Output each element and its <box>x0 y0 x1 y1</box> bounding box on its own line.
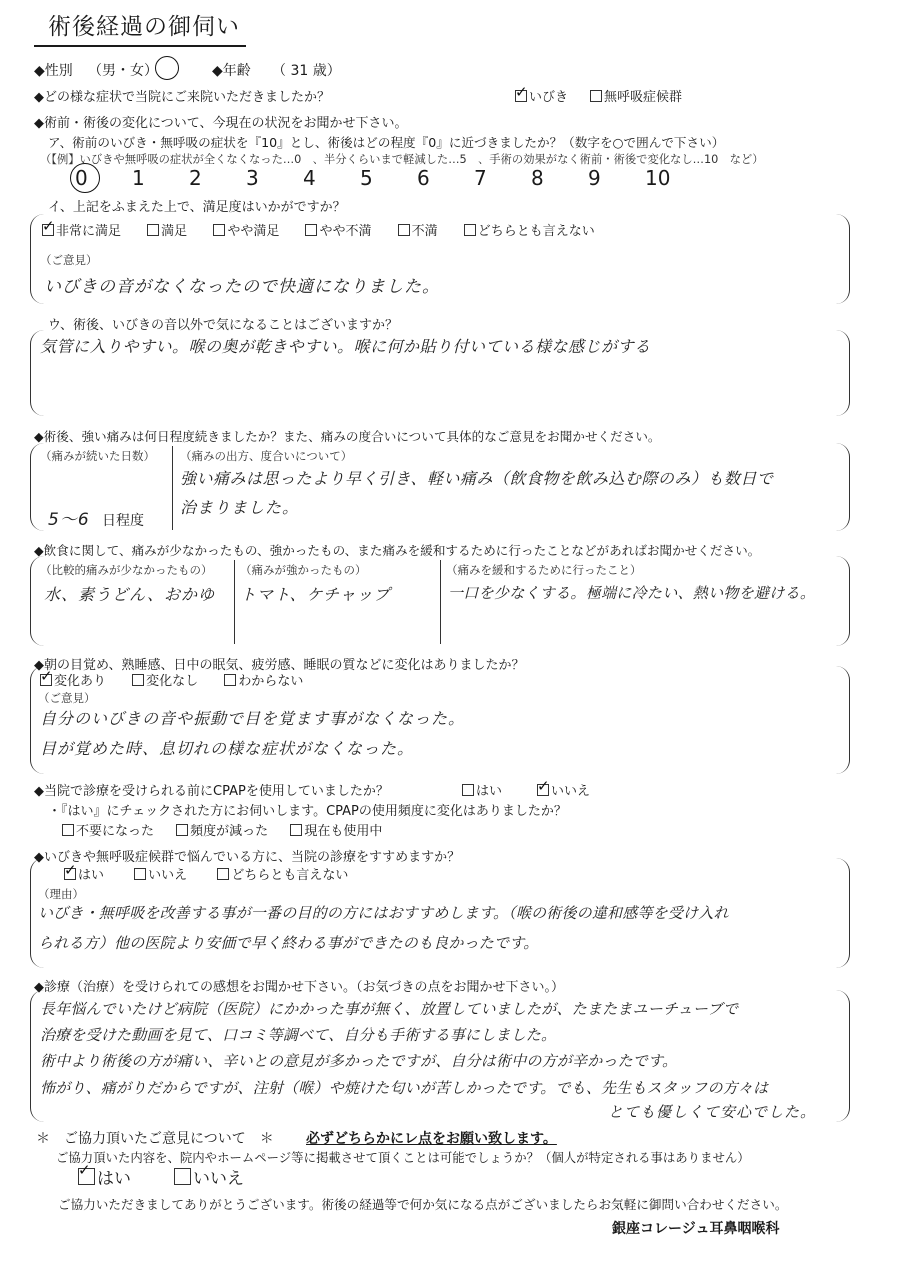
score-7[interactable]: 7 <box>474 166 487 190</box>
score-5[interactable]: 5 <box>360 166 373 190</box>
q6-sub-text: ・『はい』にチェックされた方にお伺いします。CPAPの使用頻度に変化はありましたか？ <box>48 804 567 819</box>
q4-text: ◆飲食に関して、痛みが少なかったもの、強かったもの、また痛みを緩和するために行ったことなどがあればお聞かせください。 <box>34 543 761 558</box>
q6-sub-options <box>62 820 382 839</box>
q8-line4: 怖がり、痛がりだからですが、注射（喉）や焼けた匂いが苦しかったです。でも、先生もスタッフの方々は <box>40 1079 769 1097</box>
q6-opt-no[interactable]: ✓ いいえ <box>537 780 590 799</box>
q2-sub-a: ア、術前のいびき・無呼吸の症状を『10』とし、術後はどの程度『0』に近づきましたか？（数字を○で囲んで下さい） <box>48 135 725 150</box>
q6-opt-unneeded[interactable]: 不要になった <box>62 824 154 839</box>
q4-divider-2 <box>440 560 441 644</box>
checkbox-icon <box>134 868 146 880</box>
q6-text: ◆当院で診療を受けられる前にCPAPを使用していましたか？ <box>34 784 389 799</box>
footer-note-bold: 必ずどちらかにレ点をお願い致します。 <box>306 1131 557 1147</box>
q2u-text: ウ、術後、いびきの音以外で気になることはございますか？ <box>48 318 398 333</box>
checkbox-checked-icon <box>64 868 76 880</box>
q3-divider <box>172 446 173 530</box>
checkbox-icon <box>176 824 188 836</box>
score-2[interactable]: 2 <box>189 166 202 190</box>
q4-col2-label: （痛みが強かったもの） <box>240 563 367 577</box>
q8-text: ◆診療（治療）を受けられての感想をお聞かせ下さい。（お気づきの点をお聞かせ下さい。） <box>34 980 564 995</box>
checkbox-icon <box>147 224 159 236</box>
q4-col1-answer: 水、素うどん、おかゆ <box>44 585 215 604</box>
checkbox-icon <box>132 674 144 686</box>
score-8[interactable]: 8 <box>531 166 544 190</box>
score-3[interactable]: 3 <box>246 166 259 190</box>
title-underline <box>34 45 246 47</box>
q5-text: ◆朝の目覚め、熟睡感、日中の眠気、疲労感、睡眠の質などに変化はありましたか？ <box>34 658 525 673</box>
clinic-name: 銀座コレージュ耳鼻咽喉科 <box>612 1221 780 1237</box>
checkbox-icon <box>217 868 229 880</box>
q8-line2: 治療を受けた動画を見て、口コミ等調べて、自分も手術する事にしました。 <box>40 1026 557 1044</box>
score-0[interactable]: 0 <box>75 166 88 190</box>
q2i-text: イ、上記をふまえた上で、満足度はいかがですか？ <box>48 200 346 215</box>
q3-days-label: （痛みが続いた日数） <box>40 449 155 463</box>
q5-opt-changed[interactable]: ✓変化あり <box>40 674 106 689</box>
score-9[interactable]: 9 <box>588 166 601 190</box>
sex-selected-circle <box>155 56 179 80</box>
q2i-opt-satisfied[interactable]: 満足 <box>147 224 187 239</box>
q3-answer-line1: 強い痛みは思ったより早く引き、軽い痛み（飲食物を飲み込む際のみ）も数日で <box>180 469 774 488</box>
q2-text: ◆術前・術後の変化について、今現在の状況をお聞かせ下さい。 <box>34 116 408 131</box>
footer-opt-no[interactable]: いいえ <box>174 1164 244 1189</box>
q3-text: ◆術後、強い痛みは何日程度続きましたか？また、痛みの度合いについて具体的なご意見をお聞かせください。 <box>34 429 661 444</box>
checkbox-checked-icon <box>40 674 52 686</box>
q2-example: （【例】いびきや無呼吸の症状が全くなくなった…0 、半分くらいまで軽減した…5 、手術の効果がなく術前・術後で変化なし…10 など） <box>40 153 764 166</box>
q5-opinion-label: （ご意見） <box>38 691 96 705</box>
checkbox-icon <box>464 224 476 236</box>
q2i-opt-neither[interactable]: どちらとも言えない <box>464 224 595 239</box>
q2i-opt-very-satisfied[interactable]: ✓非常に満足 <box>42 224 121 239</box>
q2i-answer: いびきの音がなくなったので快適になりました。 <box>44 277 440 297</box>
q5-answer-line2: 目が覚めた時、息切れの様な症状がなくなった。 <box>40 739 415 758</box>
q7-options <box>64 864 348 883</box>
q7-text: ◆いびきや無呼吸症候群で悩んでいる方に、当院の診療をすすめますか？ <box>34 850 461 865</box>
sex-value: （男・女） <box>88 63 158 79</box>
q2i-opt-somewhat-unsatisfied[interactable]: やや不満 <box>305 224 371 239</box>
q4-col3-label: （痛みを緩和するために行ったこと） <box>446 563 642 577</box>
checkbox-icon <box>62 824 74 836</box>
q1-opt-apnea[interactable]: 無呼吸症候群 <box>590 86 682 105</box>
q7-reason-label: （理由） <box>38 887 84 901</box>
footer-opt-yes[interactable]: ✓はい <box>78 1164 131 1189</box>
q2i-opinion-label: （ご意見） <box>40 253 98 267</box>
q5-options <box>40 670 303 689</box>
score-scale <box>75 166 702 190</box>
q2i-opt-unsatisfied[interactable]: 不満 <box>398 224 438 239</box>
q5-answer-line1: 自分のいびきの音や振動で目を覚ます事がなくなった。 <box>40 709 466 728</box>
q5-opt-no-change[interactable]: 変化なし <box>132 674 198 689</box>
q7-answer-line2: られる方）他の医院より安価で早く終わる事ができたのも良かったです。 <box>38 934 539 952</box>
score-10[interactable]: 10 <box>645 166 671 190</box>
score-selected-circle <box>70 163 100 193</box>
q4-divider-1 <box>234 560 235 644</box>
q6-opt-yes[interactable]: はい <box>462 780 502 799</box>
checkbox-icon <box>590 90 602 102</box>
q7-opt-yes[interactable]: ✓はい <box>64 868 104 883</box>
q8-line1: 長年悩んでいたけど病院（医院）にかかった事が無く、放置していましたが、たまたまユーチューブで <box>40 1000 739 1018</box>
q3-days-unit: 日程度 <box>102 513 144 529</box>
q3-days-value: 5～6 <box>48 510 90 530</box>
checkbox-icon <box>213 224 225 236</box>
q8-line5: とても優しくて安心でした。 <box>608 1103 817 1121</box>
checkbox-checked-icon <box>78 1168 95 1185</box>
q4-col1-label: （比較的痛みが少なかったもの） <box>40 563 213 577</box>
q4-col3-answer: 一口を少なくする。極端に冷たい、熱い物を避ける。 <box>448 584 816 602</box>
checkbox-icon <box>305 224 317 236</box>
q6-opt-still-using[interactable]: 現在も使用中 <box>290 824 382 839</box>
checkbox-icon <box>224 674 236 686</box>
score-4[interactable]: 4 <box>303 166 316 190</box>
q8-line3: 術中より術後の方が痛い、辛いとの意見が多かったですが、自分は術中の方が辛かったです。 <box>40 1052 678 1070</box>
q4-col2-answer: トマト、ケチャップ <box>240 585 391 604</box>
q2i-opt-somewhat-satisfied[interactable]: やや満足 <box>213 224 279 239</box>
checkbox-icon <box>462 784 474 796</box>
age-value: （ 31 歳） <box>272 63 341 79</box>
footer-note-title: ＊ ご協力頂いたご意見について ＊ <box>36 1131 274 1147</box>
checkbox-checked-icon <box>515 90 527 102</box>
score-6[interactable]: 6 <box>417 166 430 190</box>
page-title: 術後経過の御伺い <box>48 14 240 40</box>
q6-opt-reduced[interactable]: 頻度が減った <box>176 824 268 839</box>
q1-text: ◆どの様な症状で当院にご来院いただきましたか？ <box>34 90 330 105</box>
checkbox-icon <box>398 224 410 236</box>
score-1[interactable]: 1 <box>132 166 145 190</box>
footer-thanks: ご協力いただきましてありがとうございます。術後の経過等で何か気になる点がございましたらお気軽に御問い合わせください。 <box>58 1197 788 1212</box>
age-label: ◆年齢 <box>212 63 251 79</box>
q2u-answer: 気管に入りやすい。喉の奥が乾きやすい。喉に何か貼り付いている様な感じがする <box>40 337 651 356</box>
q1-opt-snoring[interactable]: ✓ いびき <box>515 86 568 105</box>
sex-label: ◆性別 <box>34 63 73 79</box>
q3-degree-label: （痛みの出方、度合いについて） <box>180 449 353 463</box>
q5-opt-unknown[interactable]: わからない <box>224 674 303 689</box>
q7-opt-neither[interactable]: どちらとも言えない <box>217 868 348 883</box>
q2i-options <box>42 220 595 239</box>
checkbox-checked-icon <box>42 224 54 236</box>
checkbox-icon <box>290 824 302 836</box>
q3-answer-line2: 治まりました。 <box>180 498 300 517</box>
checkbox-icon <box>174 1168 191 1185</box>
q7-opt-no[interactable]: いいえ <box>134 868 187 883</box>
q7-answer-line1: いびき・無呼吸を改善する事が一番の目的の方にはおすすめします。（喉の術後の違和感等を受け入れ <box>38 904 729 922</box>
footer-question: ご協力頂いた内容を、院内やホームページ等に掲載させて頂くことは可能でしょうか？（個人が特定される事はありません） <box>56 1150 750 1165</box>
checkbox-checked-icon <box>537 784 549 796</box>
